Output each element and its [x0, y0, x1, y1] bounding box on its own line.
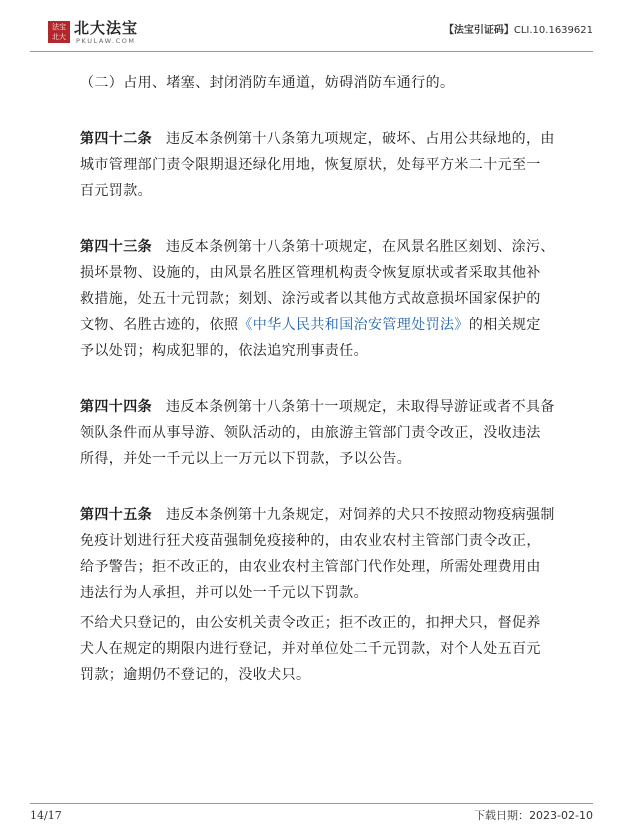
page-number: 14/17	[30, 809, 62, 822]
logo-mark-top: 法宝	[52, 23, 66, 31]
article-42-number: 第四十二条	[80, 131, 152, 147]
citation-label: 【法宝引证码】	[443, 25, 514, 36]
document-body	[80, 70, 555, 688]
download-date	[474, 809, 593, 823]
logo-mark	[48, 21, 70, 43]
article-45-text: 违反本条例第十九条规定，对饲养的犬只不按照动物疫病强制免疫计划进行狂犬疫苗强制免疫接种的，由农业农村主管部门责令改正，给予警告；拒不改正的，由农业农村主管部门代作处理，所需处理费用由违法行为人承担，并可以处一千元以下罚款。	[80, 507, 555, 601]
download-value: 2023-02-10	[529, 809, 593, 822]
citation-value: CLI.10.1639621	[513, 25, 593, 36]
footer-divider	[30, 803, 593, 804]
article-45-number: 第四十五条	[80, 507, 152, 523]
article-43-number: 第四十三条	[80, 239, 152, 255]
logo-name: 北大法宝	[74, 19, 139, 37]
item-2-paragraph: （二）占用、堵塞、封闭消防车通道，妨碍消防车通行的。	[80, 75, 455, 91]
article-44-number: 第四十四条	[80, 399, 152, 415]
article-45-paragraph-2: 不给犬只登记的，由公安机关责令改正；拒不改正的，扣押犬只，督促养犬人在规定的期限内进行登记，并对单位处二千元罚款，对个人处五百元罚款；逾期仍不登记的，没收犬只。	[80, 615, 541, 683]
article-43-text-after: 的相关规定予以处罚；构成犯罪的，依法追究刑事责任。	[80, 317, 541, 359]
law-reference-link[interactable]: 《中华人民共和国治安管理处罚法》	[238, 317, 469, 333]
download-label: 下载日期：	[474, 809, 530, 822]
page-header	[0, 0, 623, 52]
article-44	[80, 394, 555, 472]
citation-code	[444, 25, 593, 37]
article-43-text-before: 违反本条例第十八条第十项规定，在风景名胜区刻划、涂污、损坏景物、设施的，由风景名胜区管理机构责令恢复原状或者采取其他补救措施，处五十元罚款；刻划、涂污或者以其他方式故意损坏国家保护的文物、名胜古迹的，依照	[80, 239, 555, 333]
article-42	[80, 126, 555, 204]
logo-mark-bottom: 北大	[52, 33, 66, 41]
article-45	[80, 502, 555, 606]
logo-domain: PKULAW.COM	[76, 37, 136, 45]
article-44-text: 违反本条例第十八条第十一项规定，未取得导游证或者不具备领队条件而从事导游、领队活动的，由旅游主管部门责令改正，没收违法所得，并处一千元以上一万元以下罚款，予以公告。	[80, 399, 555, 467]
article-42-text: 违反本条例第十八条第九项规定，破坏、占用公共绿地的，由城市管理部门责令限期退还绿化用地，恢复原状，处每平方米二十元至一百元罚款。	[80, 131, 555, 199]
header-divider	[30, 51, 593, 52]
article-43	[80, 234, 555, 364]
